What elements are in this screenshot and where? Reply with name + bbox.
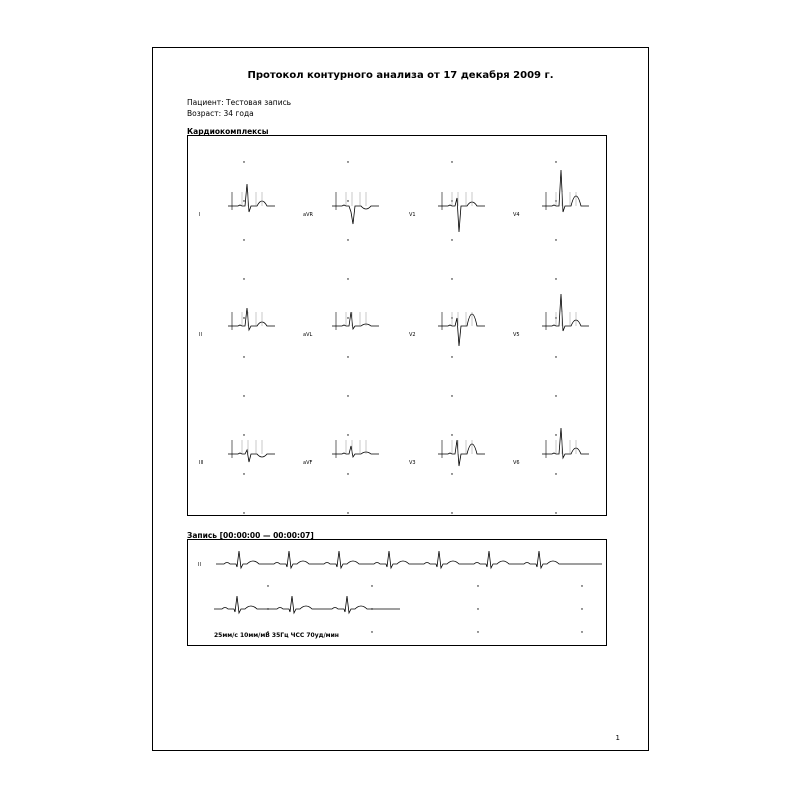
grid-dot <box>451 356 452 357</box>
lead-label: V3 <box>409 460 416 466</box>
page-number: 1 <box>615 734 620 742</box>
record-params: 25мм/с 10мм/мВ 35Гц ЧСС 70уд/мин <box>214 632 339 639</box>
grid-dot <box>581 631 582 632</box>
ecg-complex <box>542 294 589 331</box>
grid-dot <box>347 434 348 435</box>
cardio-section-label: Кардиокомплексы <box>187 127 269 136</box>
cardiocomplex-panel <box>187 135 607 516</box>
grid-dot <box>581 608 582 609</box>
grid-dot <box>555 395 556 396</box>
grid-dot <box>371 631 372 632</box>
ecg-complex <box>228 450 275 462</box>
grid-dot <box>555 356 556 357</box>
record-section-label: Запись [00:00:00 — 00:00:07] <box>187 531 314 540</box>
lead-label: V6 <box>513 460 520 466</box>
lead-label: aVF <box>303 460 313 466</box>
record-panel <box>187 539 607 646</box>
grid-dot <box>451 278 452 279</box>
grid-dot <box>555 239 556 240</box>
ecg-complex <box>438 314 485 346</box>
grid-dot <box>347 356 348 357</box>
ecg-complex <box>438 198 485 232</box>
ecg-complex <box>542 428 589 458</box>
grid-dot <box>243 278 244 279</box>
grid-dot <box>451 239 452 240</box>
lead-label: aVR <box>303 212 313 218</box>
grid-dot <box>477 608 478 609</box>
grid-dot <box>347 239 348 240</box>
grid-dot <box>267 608 268 609</box>
grid-dot <box>451 434 452 435</box>
grid-dot <box>243 200 244 201</box>
grid-dot <box>451 512 452 513</box>
lead-label: II <box>199 332 202 338</box>
grid-dot <box>347 317 348 318</box>
ecg-complex <box>228 184 275 212</box>
grid-dot <box>555 278 556 279</box>
patient-name: Пациент: Тестовая запись <box>187 98 292 107</box>
record-strip <box>188 540 606 645</box>
lead-label: aVL <box>303 332 313 338</box>
grid-dot <box>347 161 348 162</box>
ecg-complex <box>228 308 275 330</box>
rhythm-line-1 <box>216 551 602 568</box>
grid-dot <box>243 473 244 474</box>
grid-dot <box>555 161 556 162</box>
grid-dot <box>243 239 244 240</box>
grid-dot <box>243 434 244 435</box>
ecg-complex <box>332 446 379 457</box>
patient-age: Возраст: 34 года <box>187 109 254 118</box>
ecg-complex <box>542 170 589 212</box>
lead-label: V2 <box>409 332 416 338</box>
grid-dot <box>243 356 244 357</box>
page-title: Протокол контурного анализа от 17 декабря 2009 г. <box>247 70 554 81</box>
rhythm-line-2 <box>214 596 400 613</box>
grid-dot <box>451 161 452 162</box>
document-page <box>152 47 649 751</box>
grid-dot <box>555 473 556 474</box>
lead-label: I <box>199 212 201 218</box>
grid-dot <box>347 473 348 474</box>
grid-dot <box>477 631 478 632</box>
lead-label: III <box>199 460 204 466</box>
grid-dot <box>267 585 268 586</box>
ecg-complex <box>438 440 485 466</box>
record-lead-label: II <box>198 562 201 568</box>
cardiocomplex-plot <box>188 136 606 515</box>
lead-label: V5 <box>513 332 520 338</box>
grid-dot <box>243 512 244 513</box>
grid-dot <box>581 585 582 586</box>
lead-label: V4 <box>513 212 520 218</box>
grid-dot <box>371 585 372 586</box>
grid-dot <box>347 395 348 396</box>
grid-dot <box>347 200 348 201</box>
lead-label: V1 <box>409 212 416 218</box>
grid-dot <box>347 278 348 279</box>
grid-dot <box>555 512 556 513</box>
grid-dot <box>451 395 452 396</box>
grid-dot <box>243 317 244 318</box>
grid-dot <box>243 161 244 162</box>
grid-dot <box>371 608 372 609</box>
grid-dot <box>347 512 348 513</box>
ecg-complex <box>332 312 379 329</box>
ecg-complex <box>332 205 379 224</box>
grid-dot <box>477 585 478 586</box>
grid-dot <box>451 473 452 474</box>
grid-dot <box>555 434 556 435</box>
grid-dot <box>243 395 244 396</box>
